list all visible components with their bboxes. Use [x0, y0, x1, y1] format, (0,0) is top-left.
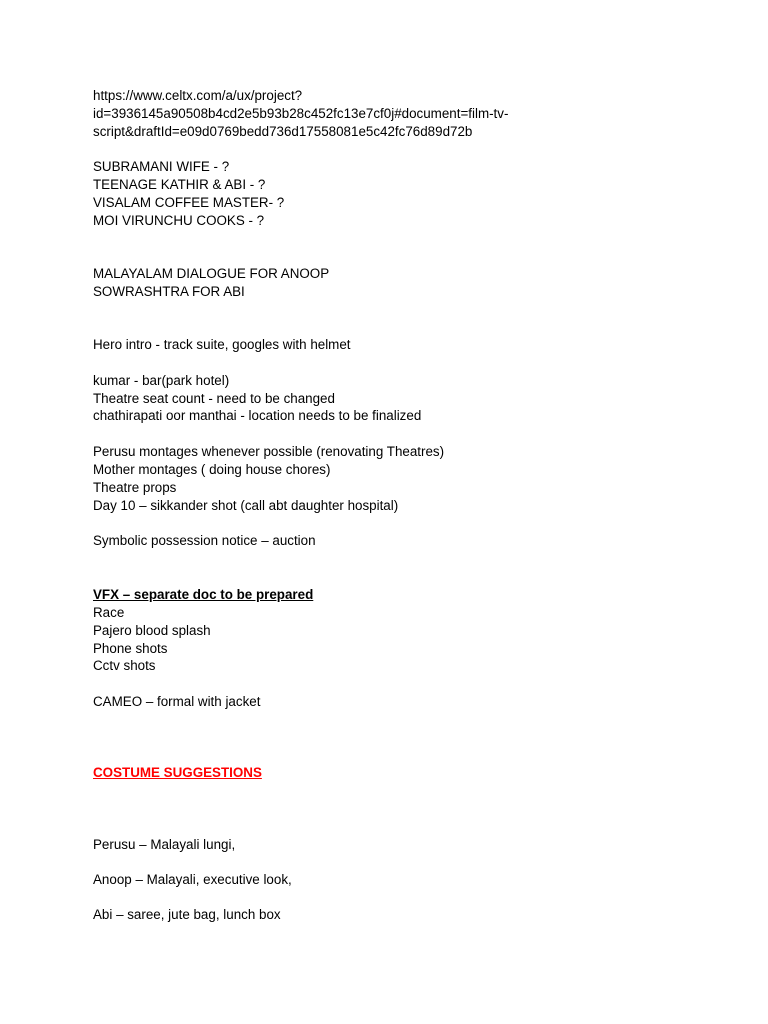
montage-line: Theatre props	[93, 480, 177, 495]
role-line: TEENAGE KATHIR & ABI - ?	[93, 177, 266, 192]
language-line: SOWRASHTRA FOR ABI	[93, 284, 245, 299]
symbolic-line: Symbolic possession notice – auction	[93, 533, 316, 548]
note-line: kumar - bar(park hotel)	[93, 373, 230, 388]
montage-line: Mother montages ( doing house chores)	[93, 462, 331, 477]
costume-line: Perusu – Malayali lungi,	[93, 837, 236, 852]
montage-line: Day 10 – sikkander shot (call abt daughter hospital)	[93, 498, 399, 513]
costume-line: Anoop – Malayali, executive look,	[93, 872, 292, 887]
vfx-heading: VFX – separate doc to be prepared	[93, 587, 314, 602]
note-line: Theatre seat count - need to be changed	[93, 391, 335, 406]
vfx-item: Race	[93, 605, 125, 620]
role-line: SUBRAMANI WIFE - ?	[93, 159, 230, 174]
language-line: MALAYALAM DIALOGUE FOR ANOOP	[93, 266, 330, 281]
role-line: MOI VIRUNCHU COOKS - ?	[93, 213, 265, 228]
role-line: VISALAM COFFEE MASTER- ?	[93, 195, 285, 210]
hero-intro-line: Hero intro - track suite, googles with helmet	[93, 337, 351, 352]
costume-heading: COSTUME SUGGESTIONS	[93, 765, 262, 780]
costume-line: Abi – saree, jute bag, lunch box	[93, 907, 281, 922]
vfx-item: Phone shots	[93, 641, 168, 656]
note-line: chathirapati oor manthai - location needs to be finalized	[93, 408, 422, 423]
vfx-item: Cctv shots	[93, 658, 156, 673]
url-line-1: https://www.celtx.com/a/ux/project?	[93, 88, 303, 103]
url-line-3: script&draftId=e09d0769bedd736d17558081e5c42fc76d89d72b	[93, 124, 473, 139]
montage-line: Perusu montages whenever possible (renovating Theatres)	[93, 444, 445, 459]
vfx-item: Pajero blood splash	[93, 623, 211, 638]
cameo-line: CAMEO – formal with jacket	[93, 694, 261, 709]
url-line-2: id=3936145a90508b4cd2e5b93b28c452fc13e7cf0j#document=film-tv-	[93, 106, 509, 121]
